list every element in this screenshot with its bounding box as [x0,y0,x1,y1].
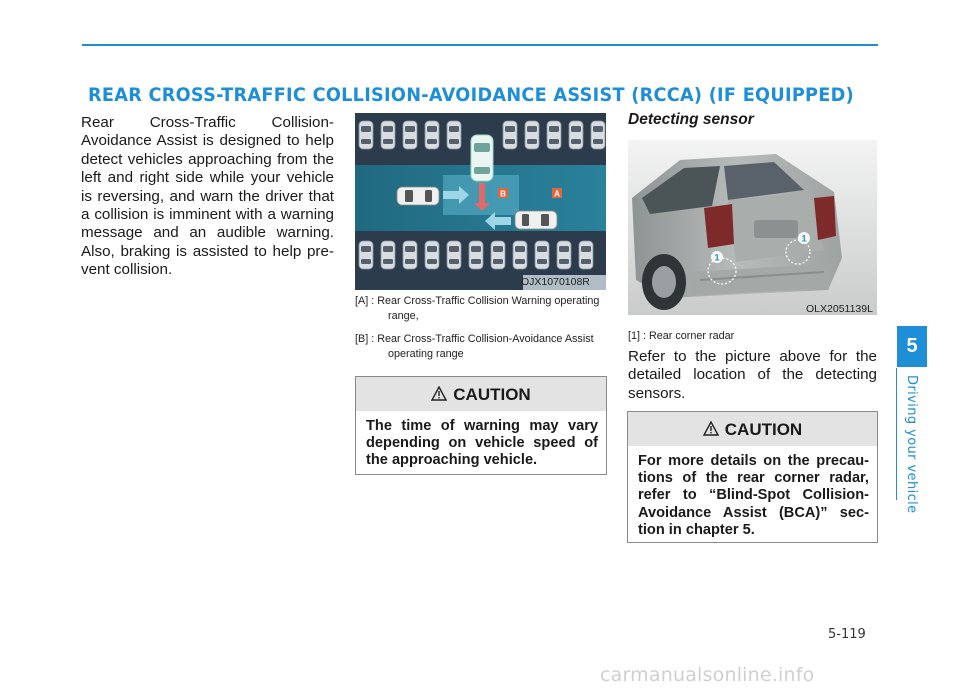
chapter-tab: 5 [897,326,927,367]
caution-heading-2: CAUTION [724,420,803,439]
caution-header-2 [628,412,877,446]
page-number: 5-119 [828,627,866,642]
own-vehicle [471,135,493,181]
caption-b-key: [B] : [355,333,375,345]
label-a: A [554,189,560,199]
caption-a-cont: range, [388,310,419,322]
warning-triangle-icon [703,421,719,436]
caution-body-1: The time of warning may vary depending on vehicle speed of the approaching vehicle. [366,418,598,469]
crossing-car-left [397,187,439,205]
caption-b [355,332,606,362]
figure2-code: OLX2051139L [806,303,873,315]
chapter-label: Driving your vehicle [904,375,919,514]
caption-a [355,294,606,324]
sensor-location-photo [628,140,877,315]
caution-body-2: For more details on the precau-tions of the rear corner radar, refer to “Blind-Spot Collision-Avoidance Assist (BCA)” sec-tion in chapter 5. [638,453,869,538]
header-rule [82,44,878,46]
caption-a-text: Rear Cross-Traffic Collision Warning operating [377,295,600,307]
section-title: REAR CROSS-TRAFFIC COLLISION-AVOIDANCE ASSIST (RCCA) (IF EQUIPPED) [88,84,854,106]
intro-paragraph: Rear Cross-Traffic Collision-Avoidance Assist is designed to help detect vehicles approaching from the left and right side while your vehicle is reversing, and warn the driver that a collision is imminent with a warning message and an audible warning. Also, braking is assisted to help pre-vent collision. [81,114,334,279]
figure1-code: OJX1070108R [521,276,590,288]
detecting-sensor-heading: Detecting sensor [628,111,754,128]
caution-heading-1: CAUTION [453,385,531,404]
crossing-car-right [515,211,557,229]
caution-header-1 [356,377,606,411]
marker-1-left: 1 [714,252,720,263]
label-b: B [500,189,506,199]
sensor-paragraph: Refer to the picture above for the detailed location of the detecting sensors. [628,348,877,402]
sensor-caption: [1] : Rear corner radar [628,330,735,342]
caution-box-2 [627,411,878,543]
caption-b-text: Rear Cross-Traffic Collision-Avoidance Assist [377,333,594,345]
warning-triangle-icon [431,386,447,401]
caption-a-key: [A] : [355,295,375,307]
chapter-rule [896,368,897,500]
caution-box-1 [355,376,607,475]
caption-b-cont: operating range [388,348,464,360]
parking-row-bottom [359,241,593,269]
marker-1-right: 1 [801,233,807,244]
footer-watermark: carmanualsonline.info [600,664,815,686]
rcca-diagram [355,113,606,290]
